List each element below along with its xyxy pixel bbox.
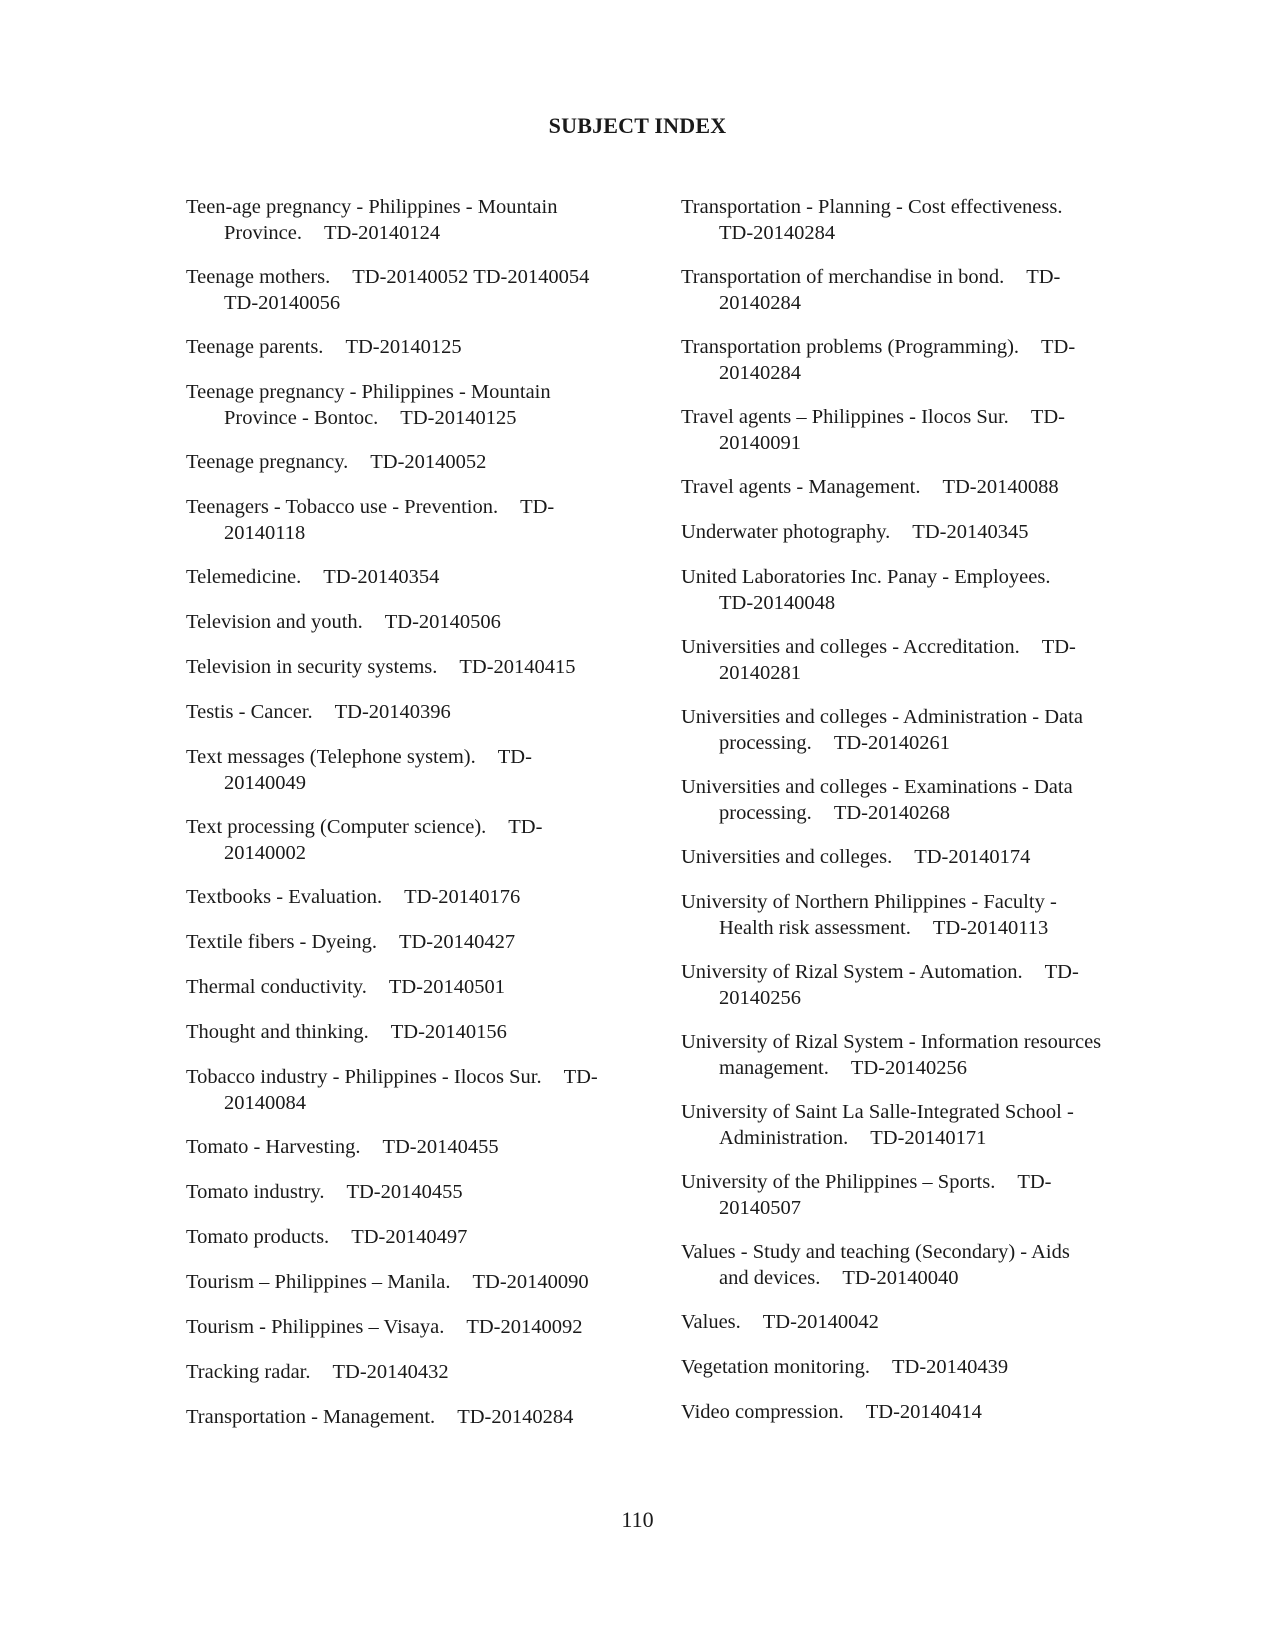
entry-subject-text: University of Rizal System - Information resources bbox=[681, 1031, 1102, 1053]
entry-continuation-line bbox=[681, 290, 1176, 316]
entry-continuation-line bbox=[681, 660, 1176, 686]
entry-code: TD-20140174 bbox=[914, 846, 1031, 868]
index-entry bbox=[681, 564, 1176, 616]
entry-code: TD- bbox=[1026, 266, 1061, 288]
entry-subject-text: Universities and colleges - Examinations - Data bbox=[681, 776, 1073, 798]
entry-subject-text: Textbooks - Evaluation. bbox=[186, 886, 383, 908]
entry-subject-text: University of Northern Philippines - Faculty - bbox=[681, 891, 1057, 913]
entry-heading-line bbox=[681, 1029, 1176, 1055]
entry-code: TD-20140125 bbox=[345, 336, 462, 358]
entry-heading-line bbox=[186, 264, 656, 290]
entry-heading-line bbox=[186, 449, 656, 475]
entry-heading-line bbox=[681, 889, 1176, 915]
entry-continuation-line bbox=[186, 520, 656, 546]
entry-subject-text: processing. bbox=[719, 802, 812, 824]
entry-heading-line bbox=[186, 1359, 656, 1385]
entry-subject-text: Teenage pregnancy. bbox=[186, 451, 349, 473]
entry-code: TD- bbox=[520, 496, 555, 518]
entry-heading-line bbox=[186, 1404, 656, 1430]
index-entry bbox=[681, 844, 1176, 870]
entry-subject-text: Values - Study and teaching (Secondary) - Aids bbox=[681, 1241, 1070, 1263]
index-entry bbox=[681, 1309, 1176, 1335]
index-entry bbox=[186, 1269, 656, 1295]
index-entry bbox=[681, 704, 1176, 756]
index-entry bbox=[681, 889, 1176, 941]
entry-subject-text: Vegetation monitoring. bbox=[681, 1356, 871, 1378]
entry-code: TD-20140261 bbox=[833, 732, 950, 754]
index-entry bbox=[186, 1179, 656, 1205]
entry-heading-line bbox=[681, 774, 1176, 800]
entry-continuation-line bbox=[681, 800, 1176, 826]
index-entry bbox=[681, 474, 1176, 500]
entry-subject-text: Teen-age pregnancy - Philippines - Mountain bbox=[186, 196, 558, 218]
entry-heading-line bbox=[186, 194, 656, 220]
entry-code: TD- bbox=[1041, 336, 1076, 358]
entry-subject-text: Travel agents - Management. bbox=[681, 476, 921, 498]
entry-continuation-line bbox=[681, 1265, 1176, 1291]
entry-code: TD-20140088 bbox=[942, 476, 1059, 498]
entry-subject-text: Tracking radar. bbox=[186, 1361, 311, 1383]
entry-code: TD-20140414 bbox=[865, 1401, 982, 1423]
entry-heading-line bbox=[186, 334, 656, 360]
entry-subject-text: Tomato products. bbox=[186, 1226, 330, 1248]
entry-continuation-line bbox=[681, 1195, 1176, 1221]
entry-subject-text: Television and youth. bbox=[186, 611, 363, 633]
index-entry bbox=[186, 1064, 656, 1116]
entry-code: TD-20140506 bbox=[384, 611, 501, 633]
entry-heading-line bbox=[681, 1309, 1176, 1335]
entry-subject-text: Telemedicine. bbox=[186, 566, 302, 588]
entry-continuation-line bbox=[681, 220, 1176, 246]
entry-code: TD- bbox=[1017, 1171, 1052, 1193]
entry-subject-text: Television in security systems. bbox=[186, 656, 438, 678]
entry-heading-line bbox=[186, 929, 656, 955]
entry-code: TD-20140124 bbox=[324, 222, 441, 244]
entry-code: TD-20140171 bbox=[870, 1127, 987, 1149]
entry-subject-text: Teenagers - Tobacco use - Prevention. bbox=[186, 496, 499, 518]
entry-heading-line bbox=[681, 194, 1176, 220]
entry-subject-text: Tourism - Philippines – Visaya. bbox=[186, 1316, 445, 1338]
entry-continuation-line bbox=[186, 405, 656, 431]
entry-subject-text: University of Saint La Salle-Integrated School - bbox=[681, 1101, 1074, 1123]
entry-code: TD-20140040 bbox=[842, 1267, 959, 1289]
index-entry bbox=[681, 404, 1176, 456]
entry-subject-text: 20140118 bbox=[224, 522, 306, 544]
entry-heading-line bbox=[681, 264, 1176, 290]
entry-heading-line bbox=[681, 704, 1176, 730]
entry-subject-text: 20140049 bbox=[224, 772, 306, 794]
entry-subject-text: Textile fibers - Dyeing. bbox=[186, 931, 377, 953]
index-entry bbox=[186, 1224, 656, 1250]
entry-code: TD- bbox=[497, 746, 532, 768]
entry-code: TD-20140345 bbox=[912, 521, 1029, 543]
entry-subject-text: Tomato industry. bbox=[186, 1181, 325, 1203]
entry-subject-text: 20140507 bbox=[719, 1197, 801, 1219]
entry-heading-line bbox=[186, 654, 656, 680]
entry-continuation-line bbox=[681, 915, 1176, 941]
entry-code: TD-20140455 bbox=[346, 1181, 463, 1203]
entry-subject-text: University of Rizal System - Automation. bbox=[681, 961, 1023, 983]
entry-subject-text: Transportation - Planning - Cost effectiveness. bbox=[681, 196, 1063, 218]
index-entry bbox=[681, 194, 1176, 246]
entry-code: TD-20140497 bbox=[351, 1226, 468, 1248]
entry-code: TD-20140113 bbox=[932, 917, 1049, 939]
entry-code: TD-20140427 bbox=[398, 931, 516, 953]
index-entry bbox=[681, 634, 1176, 686]
entry-subject-text: 20140002 bbox=[224, 842, 306, 864]
entry-subject-text: Tourism – Philippines – Manila. bbox=[186, 1271, 451, 1293]
index-entry bbox=[681, 774, 1176, 826]
entry-subject-text: 20140256 bbox=[719, 987, 801, 1009]
entry-subject-text: processing. bbox=[719, 732, 812, 754]
entry-heading-line bbox=[186, 494, 656, 520]
entry-heading-line bbox=[681, 634, 1176, 660]
entry-continuation-line bbox=[681, 985, 1176, 1011]
entry-subject-text: Text processing (Computer science). bbox=[186, 816, 487, 838]
entry-code: TD-20140415 bbox=[459, 656, 576, 678]
entry-heading-line bbox=[186, 1179, 656, 1205]
entry-subject-text: 20140084 bbox=[224, 1092, 306, 1114]
entry-code: TD-20140052 bbox=[370, 451, 487, 473]
entry-code: TD-20140455 bbox=[382, 1136, 499, 1158]
index-entry bbox=[186, 1314, 656, 1340]
entry-subject-text: TD-20140284 bbox=[719, 222, 836, 244]
entry-code: TD- bbox=[1030, 406, 1065, 428]
entry-heading-line bbox=[186, 379, 656, 405]
entry-continuation-line bbox=[186, 1090, 656, 1116]
index-entry bbox=[186, 884, 656, 910]
entry-continuation-line bbox=[186, 840, 656, 866]
entry-subject-text: TD-20140048 bbox=[719, 592, 836, 614]
entry-heading-line bbox=[681, 519, 1176, 545]
index-entry bbox=[186, 609, 656, 635]
index-entry bbox=[186, 194, 656, 246]
entry-code: TD- bbox=[508, 816, 543, 838]
entry-heading-line bbox=[186, 1019, 656, 1045]
entry-continuation-line bbox=[681, 360, 1176, 386]
entry-subject-text: 20140284 bbox=[719, 292, 801, 314]
entry-code: TD-20140268 bbox=[833, 802, 950, 824]
entry-subject-text: Transportation problems (Programming). bbox=[681, 336, 1020, 358]
entry-heading-line bbox=[186, 974, 656, 1000]
entry-subject-text: Values. bbox=[681, 1311, 741, 1333]
entry-subject-text: Travel agents – Philippines - Ilocos Sur. bbox=[681, 406, 1009, 428]
entry-subject-text: and devices. bbox=[719, 1267, 821, 1289]
entry-code: TD-20140284 bbox=[457, 1406, 574, 1428]
entry-heading-line bbox=[186, 564, 656, 590]
page-title: SUBJECT INDEX bbox=[548, 113, 727, 138]
entry-heading-line bbox=[681, 1399, 1176, 1425]
entry-subject-text: Text messages (Telephone system). bbox=[186, 746, 476, 768]
entry-heading-line bbox=[681, 474, 1176, 500]
entry-heading-line bbox=[681, 1239, 1176, 1265]
index-entry bbox=[681, 519, 1176, 545]
entry-code: TD-20140354 bbox=[323, 566, 440, 588]
entry-subject-text: Thought and thinking. bbox=[186, 1021, 369, 1043]
entry-continuation-line bbox=[186, 220, 656, 246]
index-entry bbox=[186, 929, 656, 955]
index-entry bbox=[681, 1399, 1176, 1425]
index-entry bbox=[186, 334, 656, 360]
entry-subject-text: Universities and colleges - Administration - Data bbox=[681, 706, 1083, 728]
entry-code: TD-20140042 bbox=[762, 1311, 879, 1333]
entry-subject-text: Transportation of merchandise in bond. bbox=[681, 266, 1005, 288]
entry-subject-text: Testis - Cancer. bbox=[186, 701, 313, 723]
entry-heading-line bbox=[681, 1169, 1176, 1195]
entry-code: TD-20140432 bbox=[332, 1361, 449, 1383]
entry-continuation-line bbox=[681, 590, 1176, 616]
index-entry bbox=[681, 1029, 1176, 1081]
entry-heading-line bbox=[186, 744, 656, 770]
page-number: 110 bbox=[621, 1507, 654, 1532]
entry-subject-text: 20140281 bbox=[719, 662, 801, 684]
entry-subject-text: Teenage pregnancy - Philippines - Mountain bbox=[186, 381, 551, 403]
entry-heading-line bbox=[186, 814, 656, 840]
entry-code: TD-20140176 bbox=[404, 886, 521, 908]
index-entry bbox=[681, 959, 1176, 1011]
entry-heading-line bbox=[681, 564, 1176, 590]
index-entry bbox=[681, 1239, 1176, 1291]
index-entry bbox=[186, 1404, 656, 1430]
entry-continuation-line bbox=[186, 290, 656, 316]
index-entry bbox=[186, 699, 656, 725]
entry-subject-text: Tobacco industry - Philippines - Ilocos Sur. bbox=[186, 1066, 542, 1088]
entry-continuation-line bbox=[681, 1125, 1176, 1151]
entry-code: TD- bbox=[563, 1066, 598, 1088]
entry-code: TD-20140156 bbox=[390, 1021, 507, 1043]
entry-heading-line bbox=[186, 1269, 656, 1295]
entry-heading-line bbox=[681, 959, 1176, 985]
entry-code: TD-20140501 bbox=[388, 976, 505, 998]
entry-subject-text: Underwater photography. bbox=[681, 521, 891, 543]
entry-subject-text: 20140284 bbox=[719, 362, 801, 384]
entry-continuation-line bbox=[681, 430, 1176, 456]
entry-subject-text: management. bbox=[719, 1057, 829, 1079]
entry-subject-text: Thermal conductivity. bbox=[186, 976, 367, 998]
index-entry bbox=[681, 1099, 1176, 1151]
entry-subject-text: TD-20140056 bbox=[224, 292, 341, 314]
index-entry bbox=[186, 449, 656, 475]
entry-heading-line bbox=[681, 1099, 1176, 1125]
index-entry bbox=[186, 379, 656, 431]
index-entry bbox=[186, 494, 656, 546]
entry-code: TD-20140125 bbox=[400, 407, 517, 429]
entry-continuation-line bbox=[681, 730, 1176, 756]
entry-heading-line bbox=[186, 884, 656, 910]
entry-subject-text: Teenage mothers. bbox=[186, 266, 331, 288]
index-entry bbox=[186, 654, 656, 680]
index-entry bbox=[681, 264, 1176, 316]
entry-subject-text: 20140091 bbox=[719, 432, 801, 454]
index-entry bbox=[186, 1019, 656, 1045]
index-entry bbox=[681, 1169, 1176, 1221]
entry-heading-line bbox=[681, 334, 1176, 360]
index-entry bbox=[186, 814, 656, 866]
entry-code: TD-20140092 bbox=[466, 1316, 583, 1338]
entry-subject-text: Province. bbox=[224, 222, 302, 244]
entry-heading-line bbox=[186, 1064, 656, 1090]
entry-heading-line bbox=[186, 1314, 656, 1340]
entry-subject-text: Health risk assessment. bbox=[719, 917, 911, 939]
index-entry bbox=[186, 564, 656, 590]
entry-subject-text: Video compression. bbox=[681, 1401, 844, 1423]
index-entry bbox=[186, 974, 656, 1000]
entry-subject-text: Administration. bbox=[719, 1127, 849, 1149]
entry-subject-text: Universities and colleges. bbox=[681, 846, 893, 868]
entry-subject-text: University of the Philippines – Sports. bbox=[681, 1171, 996, 1193]
index-entry bbox=[186, 1134, 656, 1160]
entry-code: TD-20140439 bbox=[892, 1356, 1009, 1378]
entry-heading-line bbox=[681, 1354, 1176, 1380]
entry-heading-line bbox=[186, 699, 656, 725]
entry-subject-text: Universities and colleges - Accreditation. bbox=[681, 636, 1020, 658]
entry-subject-text: Teenage parents. bbox=[186, 336, 324, 358]
entry-subject-text: United Laboratories Inc. Panay - Employees. bbox=[681, 566, 1051, 588]
entry-continuation-line bbox=[186, 770, 656, 796]
index-entry bbox=[186, 1359, 656, 1385]
entry-heading-line bbox=[186, 1224, 656, 1250]
entry-code: TD- bbox=[1041, 636, 1076, 658]
index-entry bbox=[681, 1354, 1176, 1380]
entry-code: TD-20140052 TD-20140054 bbox=[352, 266, 590, 288]
entry-code: TD-20140090 bbox=[472, 1271, 589, 1293]
entry-heading-line bbox=[681, 844, 1176, 870]
entry-heading-line bbox=[186, 609, 656, 635]
index-entry bbox=[681, 334, 1176, 386]
entry-code: TD- bbox=[1044, 961, 1079, 983]
entry-subject-text: Tomato - Harvesting. bbox=[186, 1136, 361, 1158]
entry-subject-text: Transportation - Management. bbox=[186, 1406, 436, 1428]
entry-heading-line bbox=[186, 1134, 656, 1160]
index-entry bbox=[186, 264, 656, 316]
index-entry bbox=[186, 744, 656, 796]
entry-heading-line bbox=[681, 404, 1176, 430]
entry-continuation-line bbox=[681, 1055, 1176, 1081]
entry-code: TD-20140256 bbox=[850, 1057, 968, 1079]
entry-code: TD-20140396 bbox=[334, 701, 451, 723]
entry-subject-text: Province - Bontoc. bbox=[224, 407, 379, 429]
